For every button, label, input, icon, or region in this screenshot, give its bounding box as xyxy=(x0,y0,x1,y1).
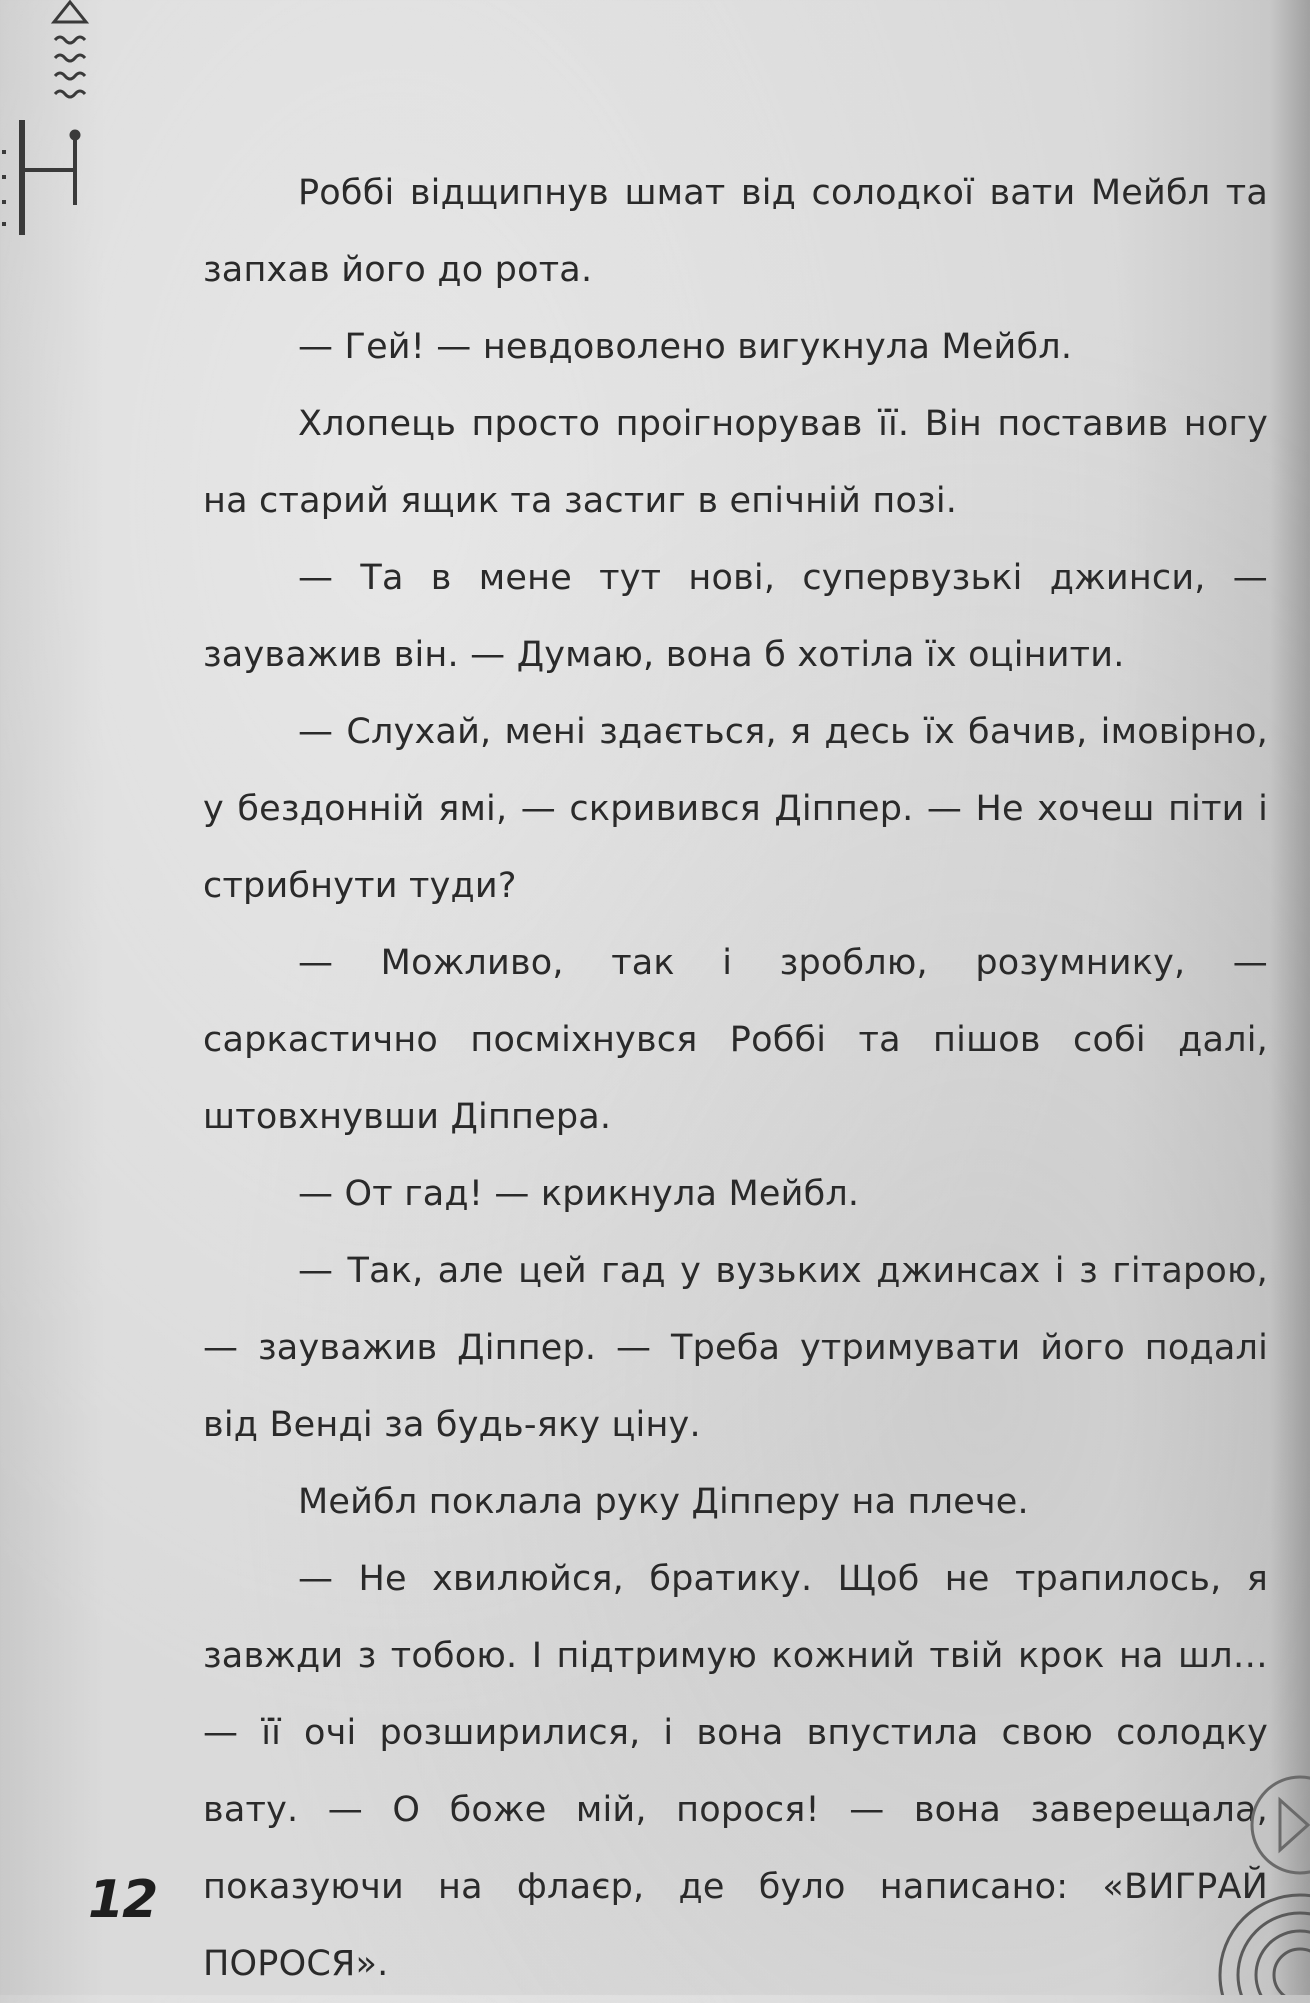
triangle-circle-ornament-icon xyxy=(1230,1770,1310,1880)
paragraph: — От гад! — крикнула Мейбл. xyxy=(298,1174,860,1214)
paragraph: Хлопець просто проігнорував її. Він поставив ногу на старий ящик та застиг в епічній позі. xyxy=(203,404,1268,521)
paragraph: — Можливо, так і зроблю, розумнику, — саркастично посміхнувся Роббі та пішов собі далі, штовхнувши Діппера. xyxy=(203,943,1268,1137)
cipher-glyph-ornament-icon xyxy=(0,0,110,250)
concentric-circle-ornament-icon xyxy=(1200,1880,1310,1995)
page-number: 12 xyxy=(88,1870,157,1930)
paragraph: — Гей! — невдоволено вигукнула Мейбл. xyxy=(298,327,1073,367)
paragraph: Роббі відщипнув шмат від солодкої вати Мейбл та запхав його до рота. xyxy=(203,173,1268,290)
body-text xyxy=(203,155,1268,2003)
paragraph: Мейбл поклала руку Діпперу на плече. xyxy=(298,1482,1029,1522)
paragraph: — Та в мене тут нові, супервузькі джинси, — зауважив він. — Думаю, вона б хотіла їх оцінити. xyxy=(203,558,1268,675)
paragraph: — Не хвилюйся, братику. Щоб не трапилось, я завжди з тобою. І підтримую кожний твій крок на шл… — її очі розширилися, і вона впустила свою солодку вату. — О боже мій, порося! — вона заверещала, показуючи на флаєр, де було написано: «ВИГРАЙ ПОРОСЯ». xyxy=(203,1559,1268,1984)
page-edge-shadow xyxy=(1270,0,1310,1995)
paragraph: — Так, але цей гад у вузьких джинсах і з гітарою, — зауважив Діппер. — Треба утримувати його подалі від Венді за будь-яку ціну. xyxy=(203,1251,1268,1445)
paragraph: — Слухай, мені здається, я десь їх бачив, імовірно, у бездонній ямі, — скривився Діппер. — Не хочеш піти і стрибнути туди? xyxy=(203,712,1268,906)
